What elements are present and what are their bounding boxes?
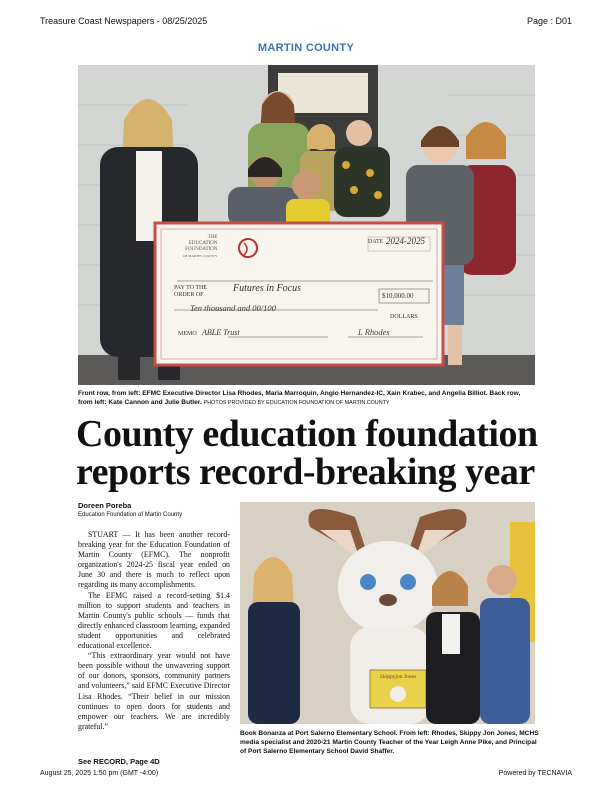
footer-powered[interactable]: Powered by TECNAVIA	[498, 770, 572, 777]
check-logo-text	[183, 235, 217, 259]
check-memo-label: MEMO	[178, 331, 197, 337]
jump-link[interactable]: See RECORD, Page 4D	[78, 757, 160, 766]
page-number: Page : D01	[526, 16, 572, 26]
bottom-photo	[240, 502, 535, 724]
publication-header: Treasure Coast Newspapers - 08/25/2025	[40, 16, 208, 26]
section-title: MARTIN COUNTY	[257, 42, 355, 54]
caption-text: Front row, from left: EFMC Executive Director Lisa Rhodes, Maria Marroquin, Angio Hernandez-IC, Xain Krabec, and Angelia Billiot. Back row, from left: Kate Cannon and Julie Butler.	[78, 390, 521, 406]
check-amount: $10,000.00	[382, 292, 414, 300]
top-photo-caption	[78, 389, 535, 408]
article-paragraph: “This extraordinary year would not have been possible without the unwavering support of our donors, sponsors, community partners and volunteers,” said EFMC Executive Director Lisa Rhodes. “Their belief in our mission continues to open doors for students and empower our teachers. We are incredibly grateful.”	[78, 651, 230, 731]
photo-credit: PHOTOS PROVIDED BY EDUCATION FOUNDATION OF MARTIN COUNTY	[203, 400, 390, 406]
check-pay-label	[174, 285, 207, 299]
headline-line: County education foundation	[76, 413, 538, 455]
article-paragraph: The EFMC raised a record-setting $1.4 million to support students and teachers in Martin County's public schools — funds that directly enhanced classroom learning, expanded student opportunities and celebrated educational excellence.	[78, 590, 230, 651]
book-title: Skippyjon Jones	[379, 674, 417, 680]
headline	[76, 415, 546, 491]
check-logo-line: FOUNDATION	[185, 247, 218, 252]
check-pay-line: ORDER OF	[174, 292, 204, 298]
check-signature: L Rhodes	[358, 327, 390, 337]
check-dollars-label: DOLLARS	[390, 314, 418, 320]
byline: Doreen Poreba	[78, 501, 132, 510]
check-logo-line: THE	[207, 235, 218, 240]
check-memo-value: ABLE Trust	[202, 328, 240, 337]
article-paragraph: STUART — It has been another record-breaking year for the Education Foundation of Martin County (EFMC). The nonprofit organization's 2024-25 fiscal year ended on June 30 and there is much to reflect upon regarding its many accomplishments.	[78, 530, 230, 590]
check-logo-line: EDUCATION	[188, 241, 218, 246]
headline-line: reports record-breaking year	[76, 451, 535, 493]
check-date-value: 2024-2025	[386, 236, 425, 246]
check-payee: Futures in Focus	[233, 283, 301, 294]
check-logo-line: OF MARTIN COUNTY	[183, 254, 218, 258]
top-photo	[78, 65, 535, 385]
check-date-label: DATE	[368, 239, 384, 245]
bottom-photo-caption: Book Bonanza at Port Salerno Elementary School. From left: Rhodes, Skippy Jon Jones, MCHS media specialist and 2020-21 Martin County Teacher of the Year Leigh Anne Pike, and Principal of Port Salerno Elementary School David Shaffer.	[240, 730, 539, 755]
check-written-amount: Ten thousand and 00/100	[190, 303, 276, 313]
article-body	[78, 530, 230, 732]
footer-timestamp: August 25, 2025 1:50 pm (GMT -4:00)	[40, 770, 159, 777]
byline-org: Education Foundation of Martin County	[78, 512, 183, 518]
check-pay-line: PAY TO THE	[174, 285, 208, 291]
